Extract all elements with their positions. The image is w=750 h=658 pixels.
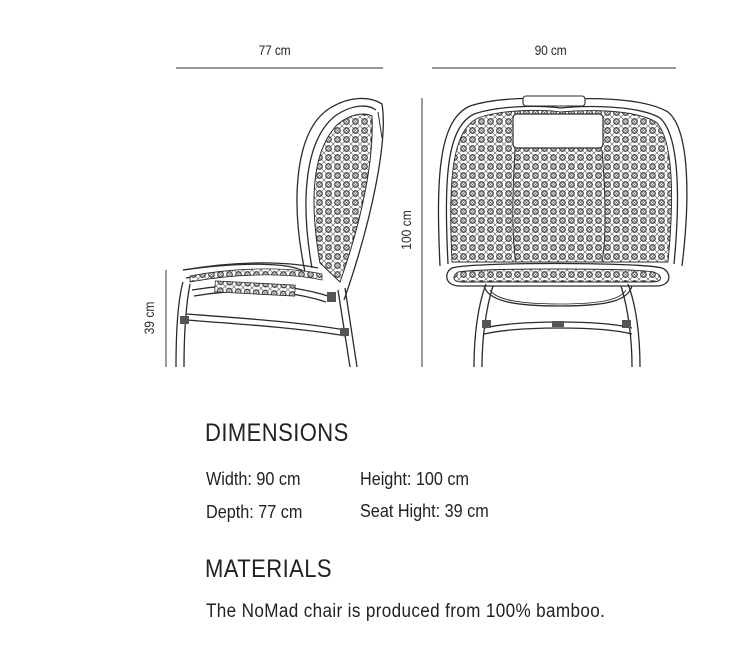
dimensions-heading: DIMENSIONS (205, 419, 349, 447)
height-spec: Height: 100 cm (360, 469, 469, 489)
materials-heading: MATERIALS (205, 555, 333, 583)
width-spec: Width: 90 cm (206, 469, 301, 489)
front-height-label: 100 cm (397, 210, 414, 250)
depth-spec: Depth: 77 cm (206, 502, 303, 522)
seat-height-label: 39 cm (141, 301, 158, 335)
seat-height-spec: Seat Hight: 39 cm (360, 501, 489, 521)
front-width-label: 90 cm (534, 42, 567, 58)
chair-front-view (438, 96, 686, 367)
chair-side-view (176, 98, 383, 367)
materials-description: The NoMad chair is produced from 100% bamboo. (206, 601, 606, 622)
side-depth-label: 77 cm (258, 42, 291, 58)
